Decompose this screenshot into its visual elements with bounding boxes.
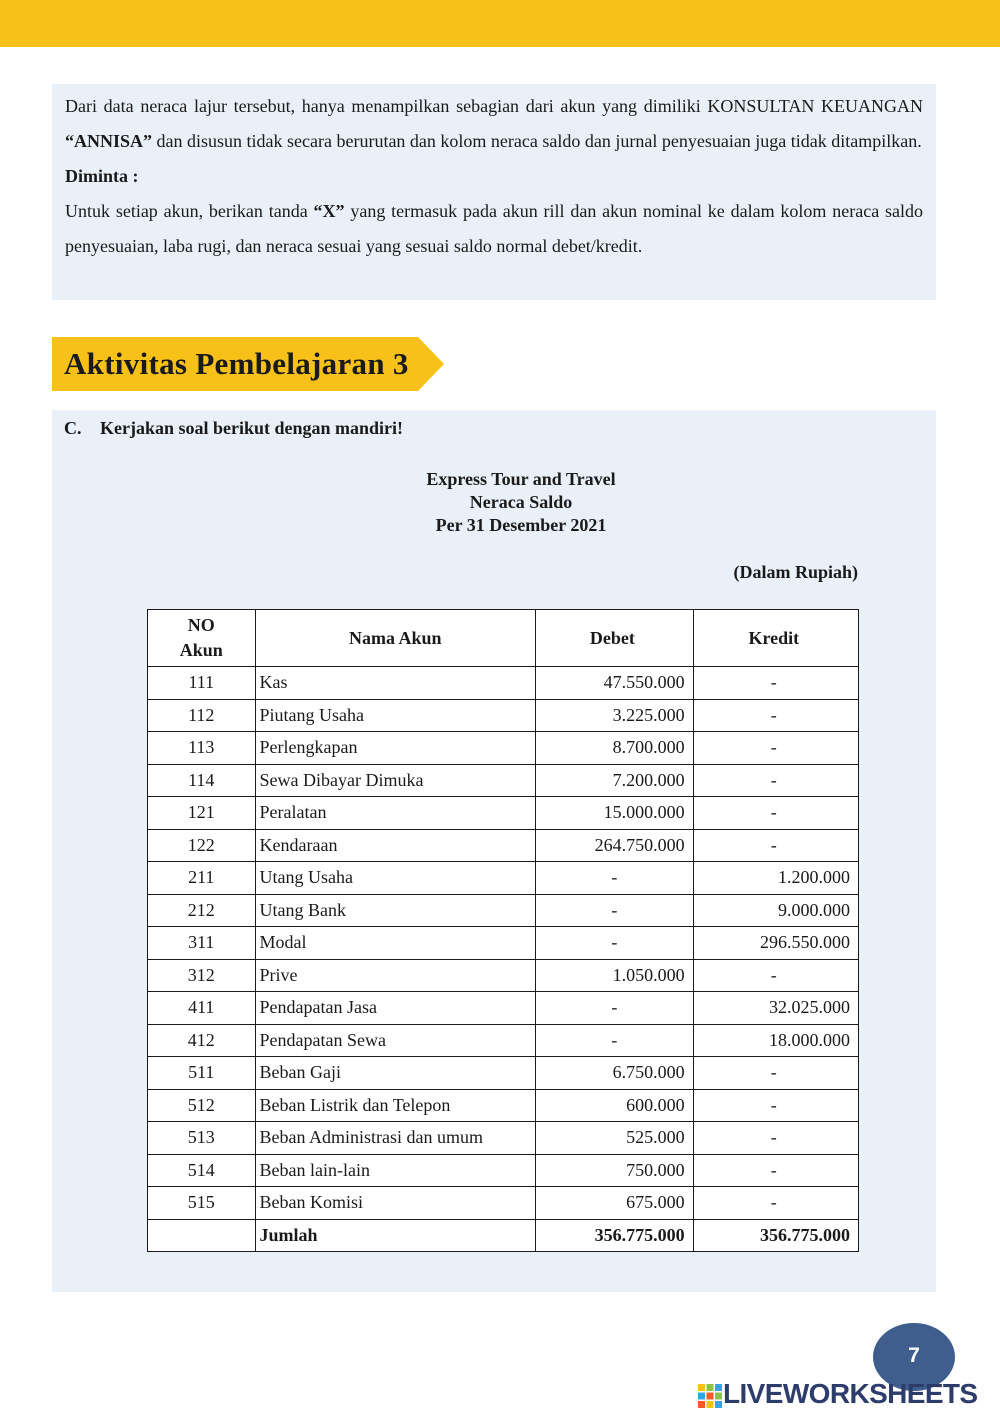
- account-number: 112: [148, 699, 256, 732]
- table-row: [148, 797, 859, 830]
- account-number: 511: [148, 1057, 256, 1090]
- debet-value: 6.750.000: [536, 1057, 694, 1090]
- account-name: Piutang Usaha: [255, 699, 535, 732]
- debet-value: -: [536, 862, 694, 895]
- table-row: [148, 829, 859, 862]
- debet-value: 15.000.000: [536, 797, 694, 830]
- kredit-value: -: [693, 1057, 858, 1090]
- kredit-value: -: [693, 667, 858, 700]
- kredit-value: -: [693, 699, 858, 732]
- kredit-value: -: [693, 829, 858, 862]
- debet-value: 47.550.000: [536, 667, 694, 700]
- debet-value: 600.000: [536, 1089, 694, 1122]
- table-row: [148, 1154, 859, 1187]
- total-label: Jumlah: [255, 1219, 535, 1252]
- company-name: Express Tour and Travel: [426, 469, 616, 489]
- table-row: [148, 862, 859, 895]
- account-number: 121: [148, 797, 256, 830]
- currency-note: (Dalam Rupiah): [733, 562, 858, 582]
- debet-value: 1.050.000: [536, 959, 694, 992]
- instruction-letter: C.: [64, 418, 82, 438]
- account-number: 512: [148, 1089, 256, 1122]
- table-row: [148, 699, 859, 732]
- debet-value: -: [536, 1024, 694, 1057]
- table-row: [148, 992, 859, 1025]
- total-kredit: 356.775.000: [693, 1219, 858, 1252]
- debet-value: -: [536, 894, 694, 927]
- table-row: [148, 667, 859, 700]
- task-paragraph: Untuk setiap akun, berikan tanda “X” yang termasuk pada akun rill dan akun nominal ke dalam kolom neraca saldo penyesuaian, laba rugi, dan neraca sesuai yang sesuai saldo normal debet/kredit.: [65, 201, 923, 256]
- debet-value: 750.000: [536, 1154, 694, 1187]
- kredit-value: -: [693, 1154, 858, 1187]
- account-name: Perlengkapan: [255, 732, 535, 765]
- report-title: Neraca Saldo: [469, 492, 573, 512]
- intro-paragraph: Dari data neraca lajur tersebut, hanya menampilkan sebagian dari akun yang dimiliki KONSULTAN KEUANGAN “ANNISA” dan disusun tidak secara berurutan dan kolom neraca saldo dan jurnal penyesuaian juga tidak ditampilkan.: [65, 96, 923, 151]
- account-number: 114: [148, 764, 256, 797]
- account-name: Pendapatan Sewa: [255, 1024, 535, 1057]
- trial-balance-table: [147, 609, 859, 1252]
- kredit-value: -: [693, 1089, 858, 1122]
- table-body: [148, 667, 859, 1252]
- kredit-value: -: [693, 959, 858, 992]
- account-name: Beban lain-lain: [255, 1154, 535, 1187]
- table-header-row: [148, 610, 859, 667]
- table-row: [148, 1057, 859, 1090]
- kredit-value: -: [693, 1122, 858, 1155]
- table-row: [148, 1089, 859, 1122]
- report-period: Per 31 Desember 2021: [435, 515, 607, 535]
- top-accent-bar: [0, 0, 1000, 47]
- diminta-label: Diminta :: [65, 166, 139, 186]
- liveworksheets-logo-icon: [698, 1384, 722, 1408]
- debet-value: 525.000: [536, 1122, 694, 1155]
- debet-value: 7.200.000: [536, 764, 694, 797]
- table-row: [148, 1024, 859, 1057]
- header-nama-akun: Nama Akun: [255, 610, 535, 667]
- kredit-value: 296.550.000: [693, 927, 858, 960]
- intro-panel: [52, 84, 936, 300]
- kredit-value: -: [693, 732, 858, 765]
- account-name: Beban Administrasi dan umum: [255, 1122, 535, 1155]
- account-name: Beban Komisi: [255, 1187, 535, 1220]
- task-panel: [52, 410, 936, 1292]
- account-name: Utang Usaha: [255, 862, 535, 895]
- instruction-text: Kerjakan soal berikut dengan mandiri!: [100, 418, 404, 438]
- section-banner: [52, 337, 444, 391]
- account-number: 515: [148, 1187, 256, 1220]
- account-number: 513: [148, 1122, 256, 1155]
- account-number: 312: [148, 959, 256, 992]
- account-name: Beban Gaji: [255, 1057, 535, 1090]
- debet-value: -: [536, 992, 694, 1025]
- account-name: Kas: [255, 667, 535, 700]
- table-row: [148, 927, 859, 960]
- kredit-value: 32.025.000: [693, 992, 858, 1025]
- kredit-value: -: [693, 797, 858, 830]
- debet-value: 264.750.000: [536, 829, 694, 862]
- table-row: [148, 959, 859, 992]
- account-number: 113: [148, 732, 256, 765]
- header-kredit: Kredit: [693, 610, 858, 667]
- kredit-value: 9.000.000: [693, 894, 858, 927]
- total-number-empty: [148, 1219, 256, 1252]
- header-no-akun: NO Akun: [148, 610, 256, 667]
- account-number: 111: [148, 667, 256, 700]
- debet-value: 3.225.000: [536, 699, 694, 732]
- kredit-value: -: [693, 764, 858, 797]
- kredit-value: -: [693, 1187, 858, 1220]
- total-row: [148, 1219, 859, 1252]
- account-name: Kendaraan: [255, 829, 535, 862]
- page-number-badge: 7: [873, 1323, 955, 1391]
- table-row: [148, 764, 859, 797]
- watermark-text: LIVEWORKSHEETS: [723, 1378, 978, 1409]
- account-number: 411: [148, 992, 256, 1025]
- account-name: Modal: [255, 927, 535, 960]
- account-number: 122: [148, 829, 256, 862]
- kredit-value: 1.200.000: [693, 862, 858, 895]
- table-row: [148, 732, 859, 765]
- account-number: 412: [148, 1024, 256, 1057]
- table-row: [148, 894, 859, 927]
- account-number: 311: [148, 927, 256, 960]
- total-debet: 356.775.000: [536, 1219, 694, 1252]
- table-row: [148, 1187, 859, 1220]
- instruction: [64, 418, 403, 439]
- account-number: 514: [148, 1154, 256, 1187]
- kredit-value: 18.000.000: [693, 1024, 858, 1057]
- account-name: Prive: [255, 959, 535, 992]
- account-name: Pendapatan Jasa: [255, 992, 535, 1025]
- debet-value: 675.000: [536, 1187, 694, 1220]
- account-name: Sewa Dibayar Dimuka: [255, 764, 535, 797]
- account-number: 212: [148, 894, 256, 927]
- section-title: Aktivitas Pembelajaran 3: [64, 346, 409, 381]
- debet-value: -: [536, 927, 694, 960]
- account-name: Peralatan: [255, 797, 535, 830]
- account-name: Beban Listrik dan Telepon: [255, 1089, 535, 1122]
- table-row: [148, 1122, 859, 1155]
- debet-value: 8.700.000: [536, 732, 694, 765]
- account-number: 211: [148, 862, 256, 895]
- account-name: Utang Bank: [255, 894, 535, 927]
- header-debet: Debet: [536, 610, 694, 667]
